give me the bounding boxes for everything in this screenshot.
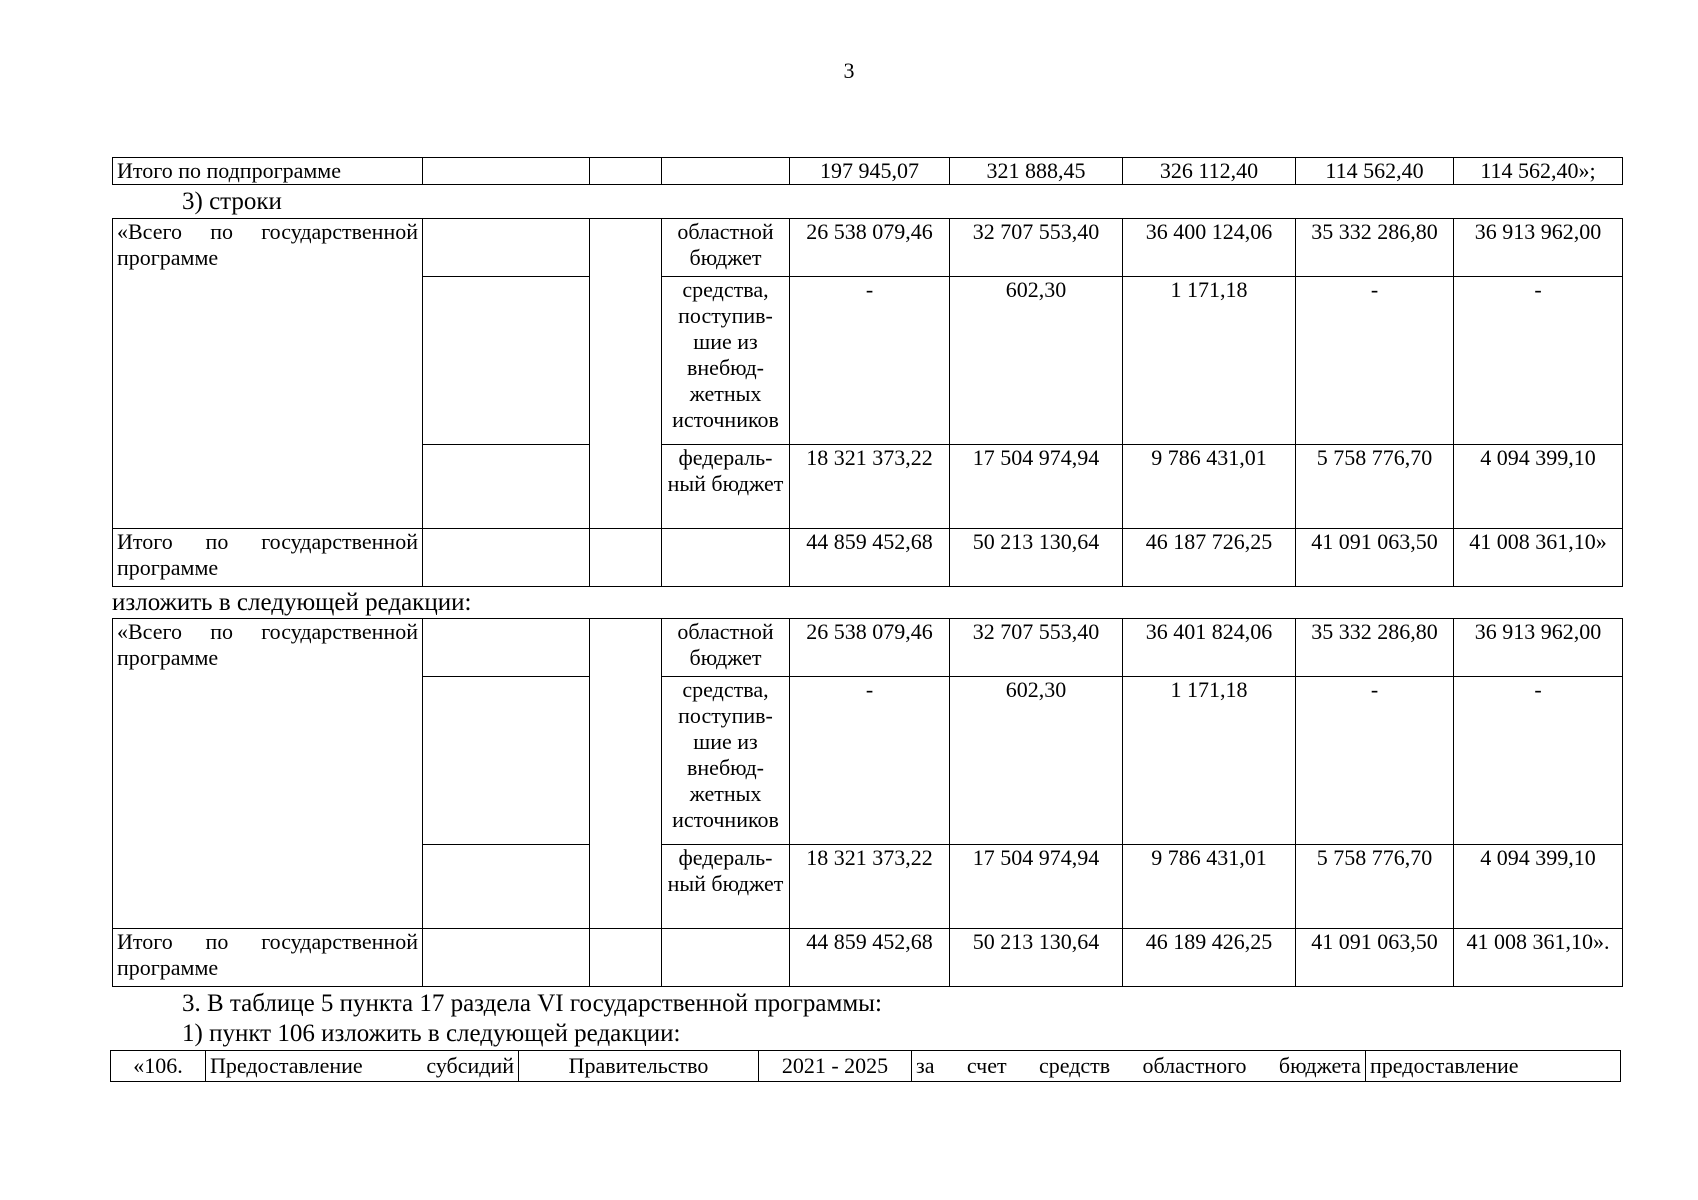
label-word: государственной: [261, 529, 418, 554]
table-row: [111, 1051, 1621, 1082]
label-word: государственной: [261, 219, 418, 244]
paragraph-edit: изложить в следующей редакции:: [112, 589, 472, 616]
value-cell: 50 213 130,64: [950, 929, 1123, 987]
cell-word: областного: [1142, 1053, 1247, 1078]
label-word: «Всего: [117, 619, 182, 644]
subprogram-total-label: Итого по подпрограмме: [113, 158, 423, 185]
value-cell: 1 171,18: [1123, 677, 1296, 845]
value-cell: 41 008 361,10».: [1454, 929, 1623, 987]
subprogram-total-table: [112, 157, 1623, 185]
value-cell: 602,30: [950, 277, 1123, 445]
value-cell: 17 504 974,94: [950, 845, 1123, 929]
funding-source: областной бюджет: [662, 619, 790, 677]
empty-cell: [423, 929, 590, 987]
value-cell: 36 401 824,06: [1123, 619, 1296, 677]
value-cell: 50 213 130,64: [950, 529, 1123, 587]
value-cell: 41 008 361,10»: [1454, 529, 1623, 587]
value-cell: 602,30: [950, 677, 1123, 845]
value-cell: -: [1296, 277, 1454, 445]
value-cell: 36 913 962,00: [1454, 619, 1623, 677]
value-cell: 321 888,45: [950, 158, 1123, 185]
item-executor: Правительство: [519, 1051, 759, 1082]
value-cell: 35 332 286,80: [1296, 219, 1454, 277]
item-result: предоставление: [1366, 1051, 1621, 1082]
value-cell: 35 332 286,80: [1296, 619, 1454, 677]
table-row: [113, 219, 1623, 277]
value-cell: 114 562,40»;: [1454, 158, 1623, 185]
value-cell: 32 707 553,40: [950, 619, 1123, 677]
label-word: программе: [117, 555, 219, 580]
empty-cell: [423, 158, 590, 185]
new-program-total-table: [112, 618, 1623, 987]
funding-source: федераль-ный бюджет: [662, 445, 790, 529]
value-cell: 5 758 776,70: [1296, 445, 1454, 529]
value-cell: 41 091 063,50: [1296, 529, 1454, 587]
cell-word: субсидий: [426, 1053, 514, 1078]
value-cell: 4 094 399,10: [1454, 845, 1623, 929]
funding-source: средства, поступив-шие из внебюд-жетных источников: [662, 677, 790, 845]
paragraph-item-1: 1) пункт 106 изложить в следующей редакции:: [182, 1020, 681, 1047]
empty-cell: [423, 445, 590, 529]
program-total-label: [113, 219, 423, 529]
empty-cell: [423, 845, 590, 929]
label-word: программе: [117, 955, 219, 980]
value-cell: 9 786 431,01: [1123, 845, 1296, 929]
empty-cell: [423, 219, 590, 277]
empty-cell: [662, 529, 790, 587]
value-cell: 197 945,07: [790, 158, 950, 185]
value-cell: 17 504 974,94: [950, 445, 1123, 529]
paragraph-rows: 3) строки: [182, 188, 282, 215]
program-itogo-label: [113, 929, 423, 987]
value-cell: 5 758 776,70: [1296, 845, 1454, 929]
item-name: [206, 1051, 519, 1082]
label-word: по: [210, 219, 233, 244]
empty-cell: [590, 219, 662, 529]
label-word: по: [205, 529, 229, 554]
empty-cell: [662, 158, 790, 185]
table-row: [113, 929, 1623, 987]
label-word: по: [205, 929, 229, 954]
value-cell: 41 091 063,50: [1296, 929, 1454, 987]
empty-cell: [423, 619, 590, 677]
item-period: 2021 - 2025: [759, 1051, 912, 1082]
funding-source: федераль-ный бюджет: [662, 845, 790, 929]
item-number: «106.: [111, 1051, 206, 1082]
value-cell: 26 538 079,46: [790, 619, 950, 677]
value-cell: 9 786 431,01: [1123, 445, 1296, 529]
value-cell: 4 094 399,10: [1454, 445, 1623, 529]
table-row: [113, 619, 1623, 677]
program-total-label: [113, 619, 423, 929]
empty-cell: [423, 529, 590, 587]
cell-word: бюджета: [1278, 1053, 1361, 1078]
program-itogo-label: [113, 529, 423, 587]
paragraph-section-3: 3. В таблице 5 пункта 17 раздела VI государственной программы:: [182, 990, 882, 1017]
item-106-table: [110, 1050, 1621, 1082]
item-funding: [912, 1051, 1366, 1082]
empty-cell: [423, 677, 590, 845]
value-cell: -: [1296, 677, 1454, 845]
value-cell: -: [790, 677, 950, 845]
label-word: «Всего: [117, 219, 182, 244]
value-cell: 18 321 373,22: [790, 845, 950, 929]
cell-word: средств: [1038, 1053, 1111, 1078]
value-cell: 1 171,18: [1123, 277, 1296, 445]
value-cell: -: [1454, 677, 1623, 845]
value-cell: 114 562,40: [1296, 158, 1454, 185]
cell-word: Предоставление: [210, 1053, 363, 1078]
label-word: Итого: [117, 929, 173, 954]
value-cell: 44 859 452,68: [790, 929, 950, 987]
empty-cell: [662, 929, 790, 987]
value-cell: 44 859 452,68: [790, 529, 950, 587]
label-word: по: [210, 619, 233, 644]
empty-cell: [590, 529, 662, 587]
empty-cell: [590, 619, 662, 929]
label-word: Итого: [117, 529, 173, 554]
empty-cell: [590, 929, 662, 987]
funding-source: областной бюджет: [662, 219, 790, 277]
value-cell: 18 321 373,22: [790, 445, 950, 529]
empty-cell: [590, 158, 662, 185]
value-cell: 326 112,40: [1123, 158, 1296, 185]
cell-word: счет: [966, 1053, 1007, 1078]
label-word: государственной: [261, 619, 418, 644]
value-cell: 46 187 726,25: [1123, 529, 1296, 587]
label-word: государственной: [261, 929, 418, 954]
value-cell: 26 538 079,46: [790, 219, 950, 277]
value-cell: 32 707 553,40: [950, 219, 1123, 277]
label-word: программе: [117, 245, 219, 270]
old-program-total-table: [112, 218, 1623, 587]
funding-source: средства, поступив-шие из внебюд-жетных источников: [662, 277, 790, 445]
value-cell: 36 400 124,06: [1123, 219, 1296, 277]
value-cell: -: [790, 277, 950, 445]
value-cell: 46 189 426,25: [1123, 929, 1296, 987]
value-cell: 36 913 962,00: [1454, 219, 1623, 277]
empty-cell: [423, 277, 590, 445]
cell-word: за: [916, 1053, 935, 1078]
value-cell: -: [1454, 277, 1623, 445]
label-word: программе: [117, 645, 219, 670]
subprogram-total-row: [113, 158, 1623, 185]
table-row: [113, 529, 1623, 587]
page-number: 3: [843, 58, 855, 83]
